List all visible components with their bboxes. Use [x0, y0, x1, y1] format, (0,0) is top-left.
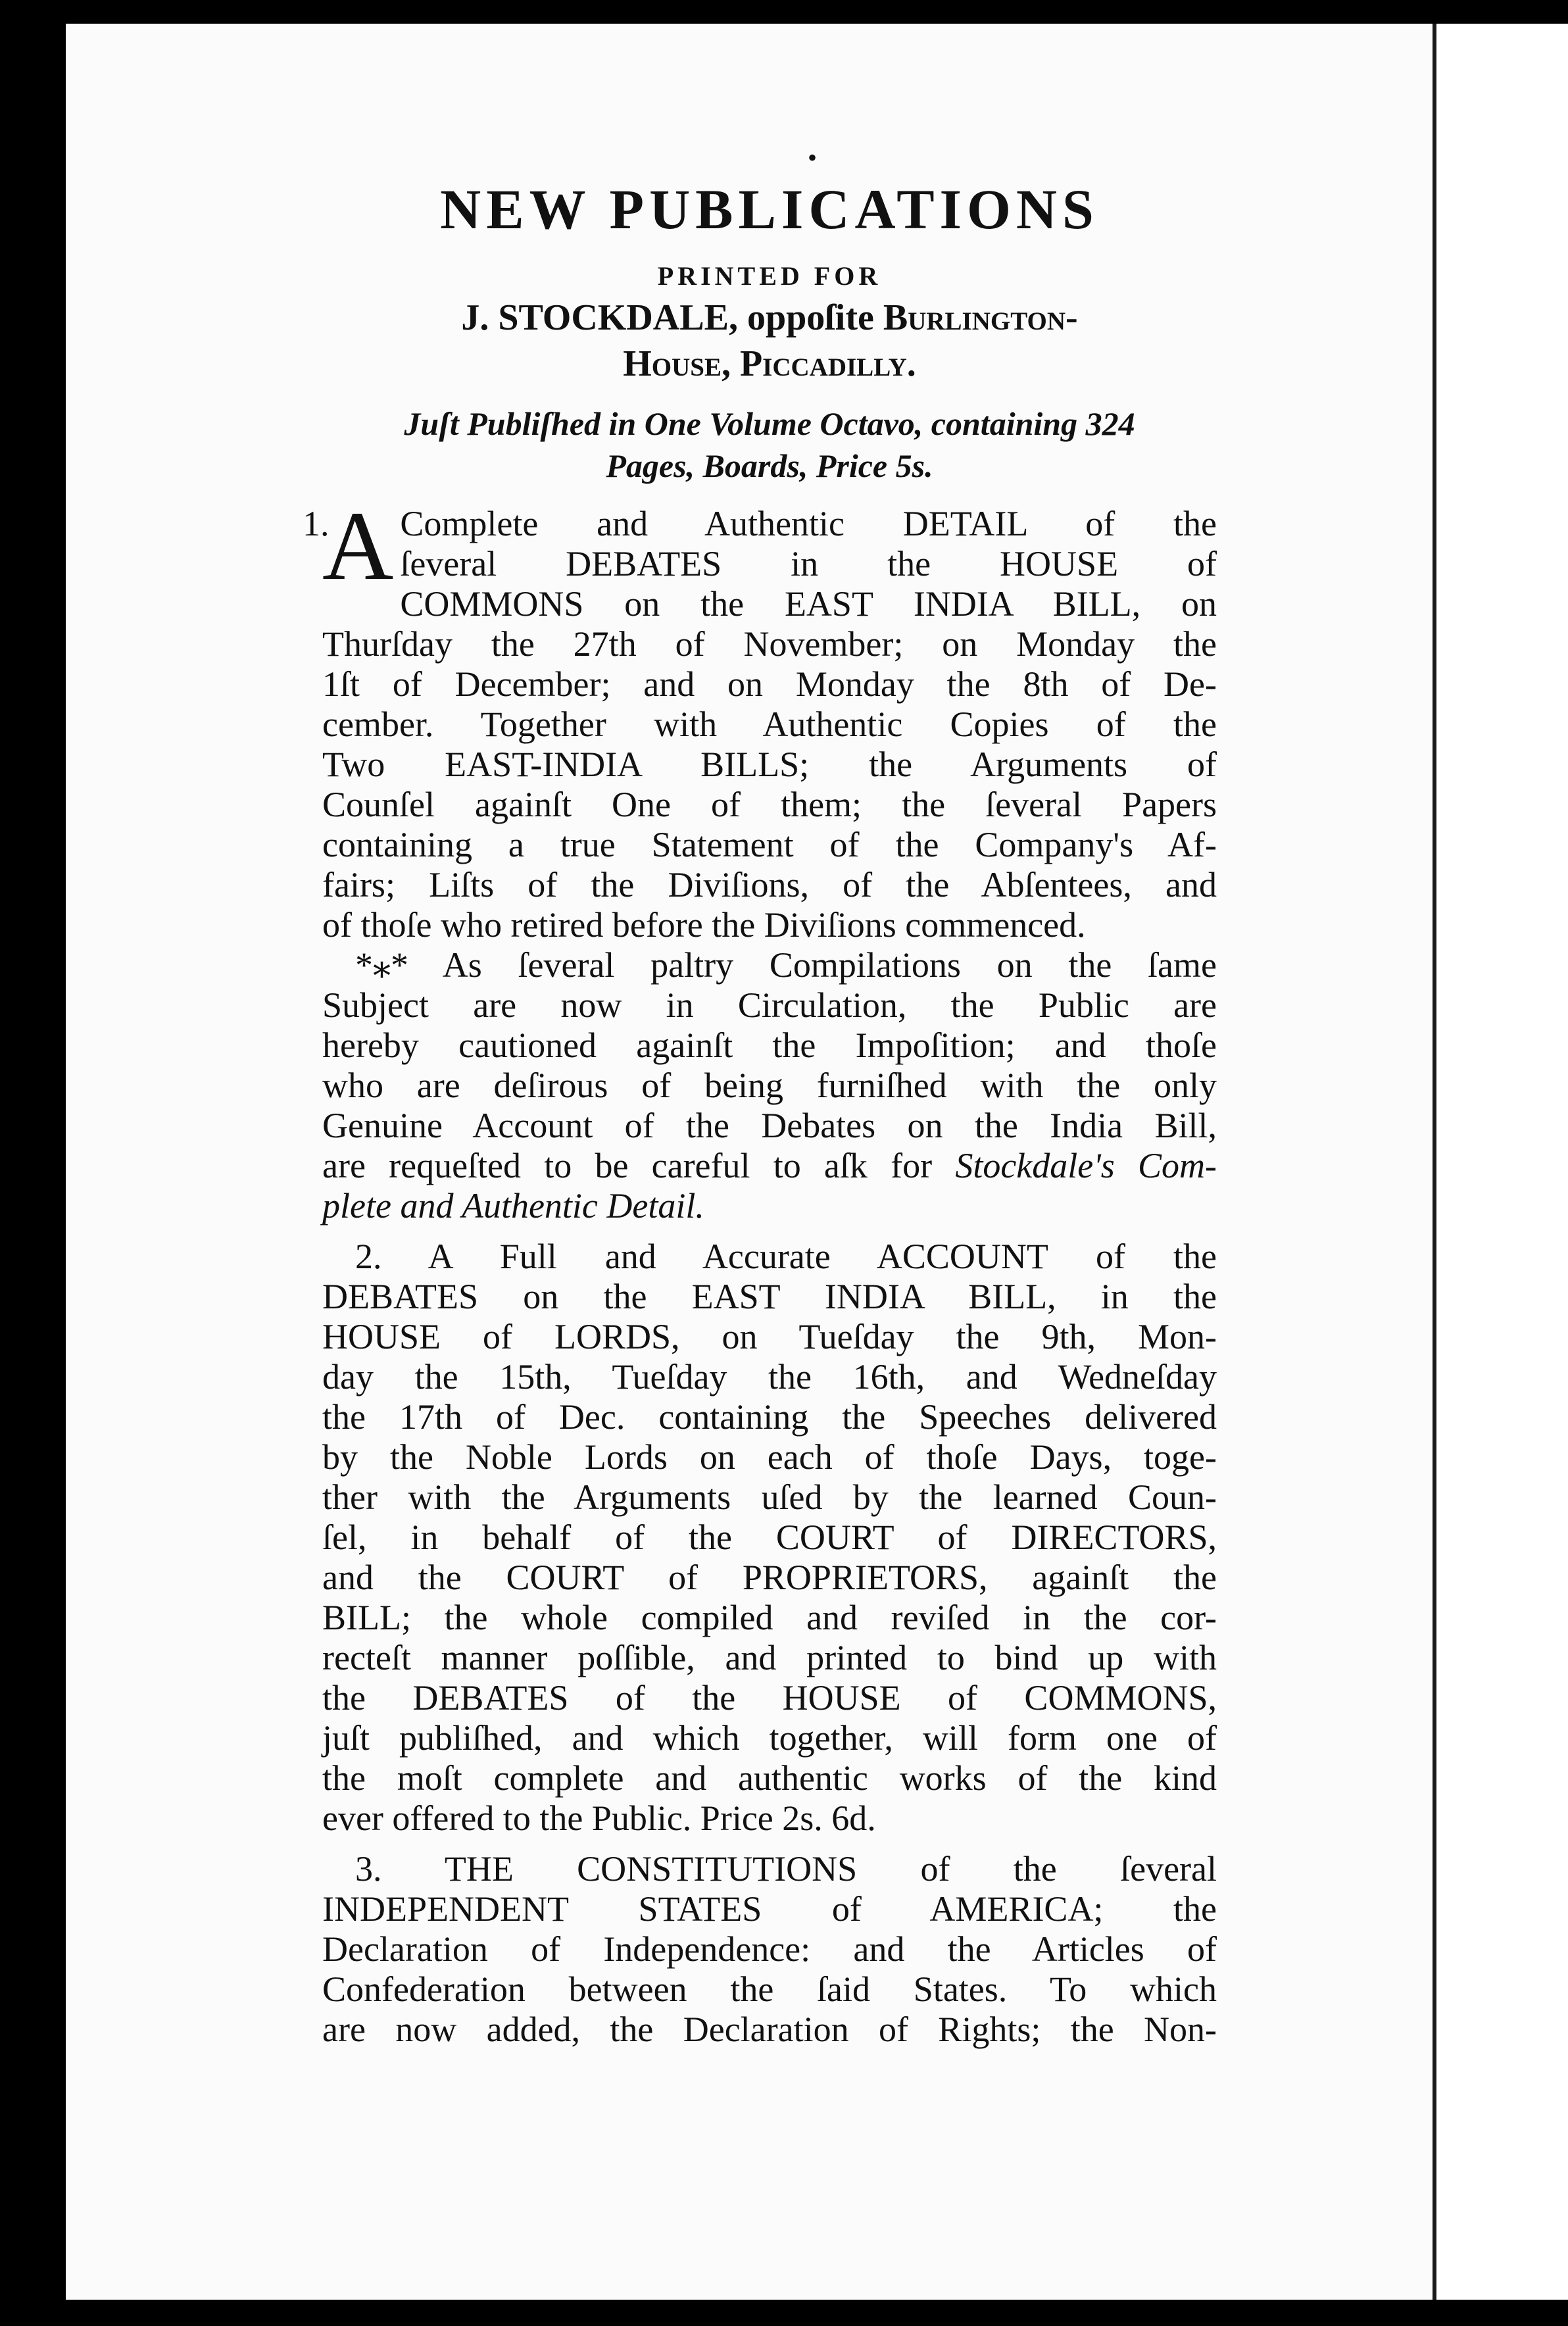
item-2-line: BILL; the whole compiled and reviſed in the cor-	[322, 1598, 1217, 1637]
item-2-paragraph	[322, 1237, 1217, 1839]
item-3-line: INDEPENDENT STATES of AMERICA; the	[322, 1889, 1217, 1929]
item-3-line: Confederation between the ſaid States. To which	[322, 1969, 1217, 2009]
item-1-line: ſeveral DEBATES in the HOUSE of	[400, 544, 1217, 583]
intro-line-1: Juſt Publiſhed in One Volume Octavo, containing 324	[404, 405, 1135, 442]
item-3-paragraph	[322, 1849, 1217, 2050]
printed-for-line: PRINTED FOR	[657, 261, 882, 291]
drop-cap: A	[322, 491, 394, 601]
item-2-line: ever offered to the Public. Price 2s. 6d.	[322, 1798, 876, 1838]
ornament: •	[807, 143, 817, 172]
intro-notice	[322, 403, 1217, 487]
publisher-line-1	[322, 295, 1217, 341]
publisher-address-1: Burlington-	[883, 297, 1078, 338]
item-1-line: Thurſday the 27th of November; on Monday the	[322, 624, 1217, 664]
intro-line-2: Pages, Boards, Price 5s.	[606, 447, 933, 484]
item-2-line: by the Noble Lords on each of thoſe Days, toge-	[322, 1437, 1217, 1477]
note-line-italic: plete and Authentic Detail.	[322, 1186, 704, 1225]
item-2-line: recteſt manner poſſible, and printed to bind up with	[322, 1638, 1217, 1677]
publisher-line-2	[322, 341, 1217, 387]
item-2-line: the DEBATES of the HOUSE of COMMONS,	[322, 1678, 1217, 1718]
item-1-line: cember. Together with Authentic Copies of the	[322, 705, 1217, 744]
item-2-line: ſel, in behalf of the COURT of DIRECTORS,	[322, 1518, 1217, 1557]
note-line: who are deſirous of being furniſhed with the only	[322, 1066, 1217, 1105]
publisher-address-2: House, Piccadilly.	[623, 343, 916, 384]
note-line: Subject are now in Circulation, the Public are	[322, 985, 1217, 1025]
item-2-line: HOUSE of LORDS, on Tueſday the 9th, Mon-	[322, 1317, 1217, 1356]
item-1-line: Two EAST-INDIA BILLS; the Arguments of	[322, 745, 1217, 784]
item-1-line: fairs; Liſts of the Diviſions, of the Abſentees, and	[322, 865, 1217, 904]
note-line: *⁎* As ſeveral paltry Compilations on the ſame	[355, 945, 1217, 985]
item-2-line: ther with the Arguments uſed by the learned Coun-	[322, 1477, 1217, 1517]
item-2-line: day the 15th, Tueſday the 16th, and Wedneſday	[322, 1357, 1217, 1397]
item-1-line: 1ſt of December; and on Monday the 8th of De-	[322, 664, 1217, 704]
note-line: hereby cautioned againſt the Impoſition; and thoſe	[322, 1026, 1217, 1065]
item-1-line: Complete and Authentic DETAIL of the	[400, 504, 1217, 543]
note-line-with-italic: are requeſted to be careful to aſk for Stockdale's Com-	[322, 1146, 1217, 1185]
item-1-line: of thoſe who retired before the Diviſions commenced.	[322, 905, 1086, 945]
item-2-line: 2. A Full and Accurate ACCOUNT of the	[355, 1237, 1217, 1276]
item-3-line: are now added, the Declaration of Rights; the Non-	[322, 2010, 1217, 2049]
italic-title: Stockdale's Com-	[955, 1146, 1217, 1185]
item-2-line: and the COURT of PROPRIETORS, againſt the	[322, 1558, 1217, 1597]
item-1-line: containing a true Statement of the Company's Af-	[322, 825, 1217, 864]
page-title: NEW PUBLICATIONS	[440, 178, 1099, 241]
item-1-paragraph	[303, 491, 1217, 1226]
item-3-line: Declaration of Independence: and the Articles of	[322, 1929, 1217, 1969]
item-1-number: 1.	[303, 504, 330, 543]
page-content	[303, 143, 1217, 2050]
item-2-line: DEBATES on the EAST INDIA BILL, in the	[322, 1277, 1217, 1316]
facing-page-edge	[1433, 24, 1568, 2300]
item-2-line: the moſt complete and authentic works of the kind	[322, 1758, 1217, 1798]
publisher-name: J. STOCKDALE, oppoſite	[461, 297, 883, 338]
note-line: Genuine Account of the Debates on the India Bill,	[322, 1106, 1217, 1145]
item-1-line: Counſel againſt One of them; the ſeveral Papers	[322, 785, 1217, 824]
item-2-line: juſt publiſhed, and which together, will form one of	[322, 1718, 1217, 1758]
item-3-line: 3. THE CONSTITUTIONS of the ſeveral	[355, 1849, 1217, 1889]
item-1-line: COMMONS on the EAST INDIA BILL, on	[400, 584, 1217, 624]
item-2-line: the 17th of Dec. containing the Speeches delivered	[322, 1397, 1217, 1437]
